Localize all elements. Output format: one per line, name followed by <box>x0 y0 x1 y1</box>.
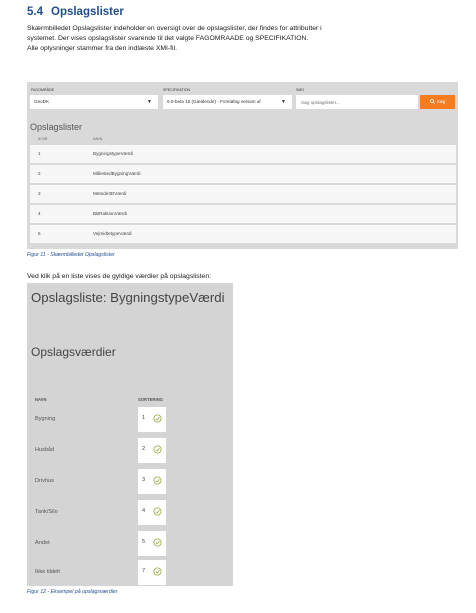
column-header-sortering: SORTERING <box>138 397 163 402</box>
row-id: 4 <box>38 211 41 216</box>
opslagsvaerdier-screenshot <box>27 283 233 586</box>
row-name: MålestedBygningVærdi <box>93 171 141 176</box>
check-circle-icon[interactable] <box>153 414 162 423</box>
specifikation-label: SPECIFIKATION <box>163 88 191 92</box>
figure-caption: Figur 12 - Eksempel på opslagsværdier <box>27 589 118 595</box>
section-title: Opslagslister <box>51 6 124 18</box>
table-row[interactable] <box>30 145 456 163</box>
sort-field[interactable] <box>138 407 166 432</box>
sort-value: 2 <box>142 446 146 452</box>
column-header-navn: NAVN <box>93 137 103 141</box>
value-name: Husbåd <box>35 447 55 453</box>
list-item <box>27 469 233 497</box>
specifikation-value: 6.0-beta 10 (Gældende) - Foreløbig version af <box>167 99 261 104</box>
paragraph: Ved klik på en liste vises de gyldige værdier på opslagslisten: <box>27 273 211 280</box>
figure-caption: Figur 11 - Skærmbilledet Opslagslister <box>27 252 115 258</box>
sort-field[interactable] <box>138 438 166 463</box>
value-name: Tank/Silo <box>35 509 58 515</box>
row-name: VejmidtetypeVærdi <box>93 231 132 236</box>
sort-value: 1 <box>142 415 146 421</box>
row-id: 2 <box>38 171 41 176</box>
check-circle-icon[interactable] <box>153 445 162 454</box>
list-item <box>27 560 233 586</box>
row-id: 5 <box>38 231 41 236</box>
value-name: Bygning <box>35 416 56 422</box>
search-button[interactable] <box>420 95 455 109</box>
chevron-down-icon: ▼ <box>281 99 286 105</box>
sog-label: SØG <box>296 88 304 92</box>
check-circle-icon[interactable] <box>153 538 162 547</box>
sort-value: 3 <box>142 477 146 483</box>
intro-line: Alle oplysninger stammer fra den indlæste XMI-fil. <box>27 45 177 52</box>
sort-field[interactable] <box>138 500 166 525</box>
fagomraade-value: GeoDK <box>34 99 50 104</box>
intro-line: systemet. Der vises opslagslister svarende til det valgte FAGOMRAADE og SPECIFIKATION. <box>27 35 309 42</box>
sort-field[interactable] <box>138 469 166 494</box>
table-row[interactable] <box>30 205 456 223</box>
fagomraade-select[interactable] <box>30 95 158 109</box>
specifikation-select[interactable] <box>163 95 292 109</box>
list-title: Opslagslister <box>30 122 83 132</box>
search-icon <box>430 99 435 104</box>
fagomraade-label: FAGOMRÅDE <box>31 88 54 92</box>
row-name: BBRaktionVærdi <box>93 211 127 216</box>
intro-paragraph <box>27 24 457 54</box>
table-row[interactable] <box>30 225 456 243</box>
sort-field[interactable] <box>138 560 166 585</box>
row-name: Metode3DVærdi <box>93 191 127 196</box>
row-id: 1 <box>38 151 41 156</box>
list-item <box>27 407 233 435</box>
column-header-navn: NAVN <box>35 397 47 402</box>
values-subtitle: Opslagsværdier <box>31 345 116 359</box>
search-input[interactable] <box>296 95 418 109</box>
list-item <box>27 531 233 559</box>
table-row[interactable] <box>30 165 456 183</box>
value-name: Drivhus <box>35 478 54 484</box>
column-header-id: ID NR. <box>38 137 49 141</box>
sort-field[interactable] <box>138 531 166 556</box>
list-item <box>27 438 233 466</box>
opslagslister-screenshot <box>27 82 458 249</box>
value-name: Andet <box>35 540 50 546</box>
intro-line: Skærmbilledet Opslagslister indeholder en oversigt over de opslagslister, der findes for attributter i <box>27 25 322 32</box>
row-name: BygningstypeVærdi <box>93 151 133 156</box>
section-heading <box>27 6 124 18</box>
check-circle-icon[interactable] <box>153 476 162 485</box>
sort-value: 7 <box>142 568 146 574</box>
row-id: 3 <box>38 191 41 196</box>
search-button-label: Søg <box>436 99 446 104</box>
list-detail-title: Opslagsliste: BygningstypeVærdi <box>31 290 225 305</box>
table-row[interactable] <box>30 185 456 203</box>
sort-value: 4 <box>142 508 146 514</box>
value-name: Ikke tildelt <box>35 569 60 575</box>
sort-value: 5 <box>142 539 146 545</box>
list-item <box>27 500 233 528</box>
check-circle-icon[interactable] <box>153 507 162 516</box>
section-number: 5.4 <box>27 6 43 18</box>
check-circle-icon[interactable] <box>153 567 162 576</box>
chevron-down-icon: ▼ <box>147 99 152 105</box>
